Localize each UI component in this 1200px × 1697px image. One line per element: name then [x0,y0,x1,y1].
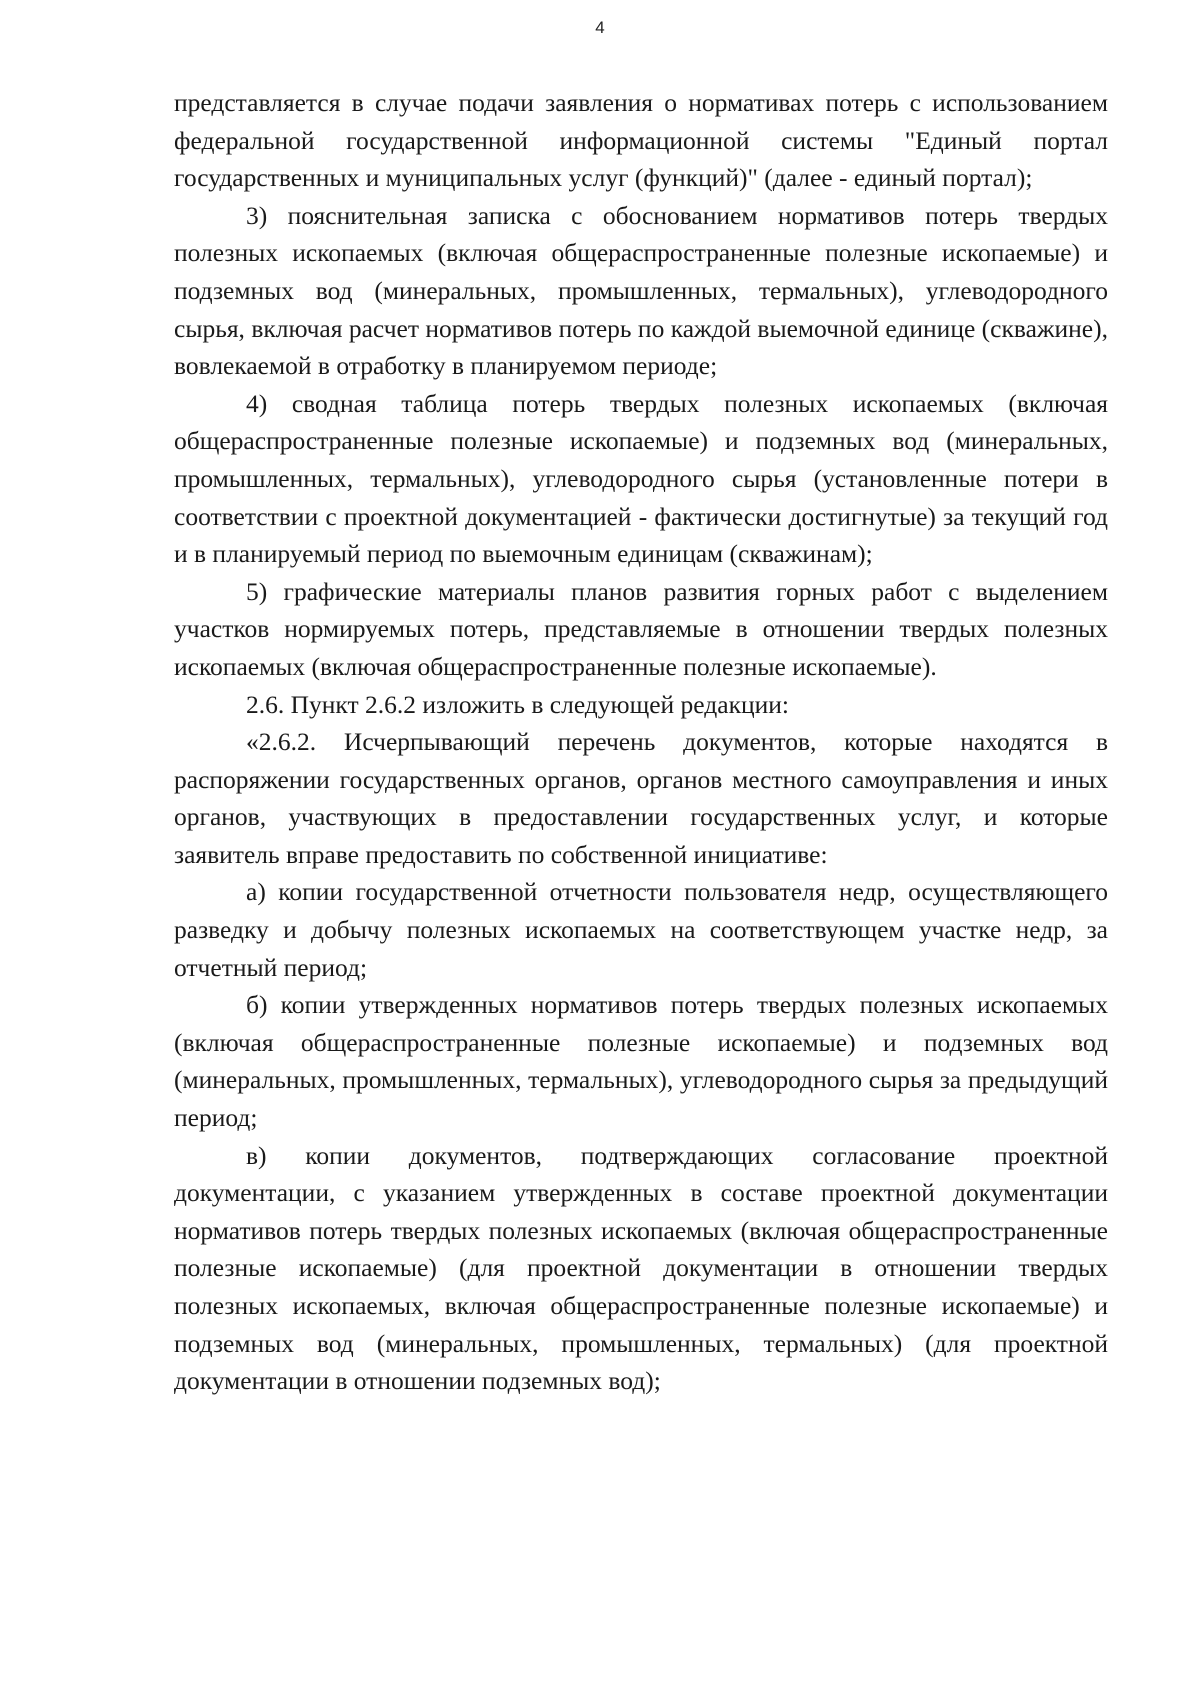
body-text [174,84,1108,1400]
paragraph-item-4: 4) сводная таблица потерь твердых полезных ископаемых (включая общераспространенные полезные ископаемые) и подземных вод (минеральных, промышленных, термальных), углеводородного сырья (установленные потери в соответствии с проектной документацией - фактически достигнутые) за текущий год и в планируемый период по выемочным единицам (скважинам); [174,388,1108,569]
page-number: 4 [595,18,605,37]
paragraph-item-5: 5) графические материалы планов развития горных работ с выделением участков нормируемых потерь, представляемые в отношении твердых полезных ископаемых (включая общераспространенные полезные ископаемые). [174,576,1108,681]
paragraph-item-b: б) копии утвержденных нормативов потерь твердых полезных ископаемых (включая общераспространенные полезные ископаемые) и подземных вод (минеральных, промышленных, термальных), углеводородного сырья за предыдущий период; [174,990,1108,1133]
paragraph-section-2-6: 2.6. Пункт 2.6.2 изложить в следующей редакции: [246,689,789,719]
paragraph-item-a: а) копии государственной отчетности пользователя недр, осуществляющего разведку и добычу полезных ископаемых на соответствующем участке недр, за отчетный период; [174,877,1108,982]
paragraph-item-3: 3) пояснительная записка с обоснованием нормативов потерь твердых полезных ископаемых (включая общераспространенные полезные ископаемые) и подземных вод (минеральных, промышленных, термальных), углеводородного сырья, включая расчет нормативов потерь по каждой выемочной единице (скважине), вовлекаемой в отработку в планируемом периоде; [174,200,1108,381]
paragraph-clause-2-6-2: «2.6.2. Исчерпывающий перечень документов, которые находятся в распоряжении государственных органов, органов местного самоуправления и иных органов, участвующих в предоставлении государственных услуг, и которые заявитель вправе предоставить по собственной инициативе: [174,727,1108,869]
paragraph-portal-continuation: представляется в случае подачи заявления о нормативах потерь с использованием федеральной государственной информационной системы "Единый портал государственных и муниципальных услуг (функций)" (далее - единый портал); [174,88,1108,193]
paragraph-item-v: в) копии документов, подтверждающих согласование проектной документации, с указанием утвержденных в составе проектной документации нормативов потерь твердых полезных ископаемых (включая общераспространенные полезные ископаемые) (для проектной документации в отношении твердых полезных ископаемых, включая общераспространенные полезные ископаемые) и подземных вод (минеральных, промышленных, термальных) (для проектной документации в отношении подземных вод); [174,1140,1108,1396]
